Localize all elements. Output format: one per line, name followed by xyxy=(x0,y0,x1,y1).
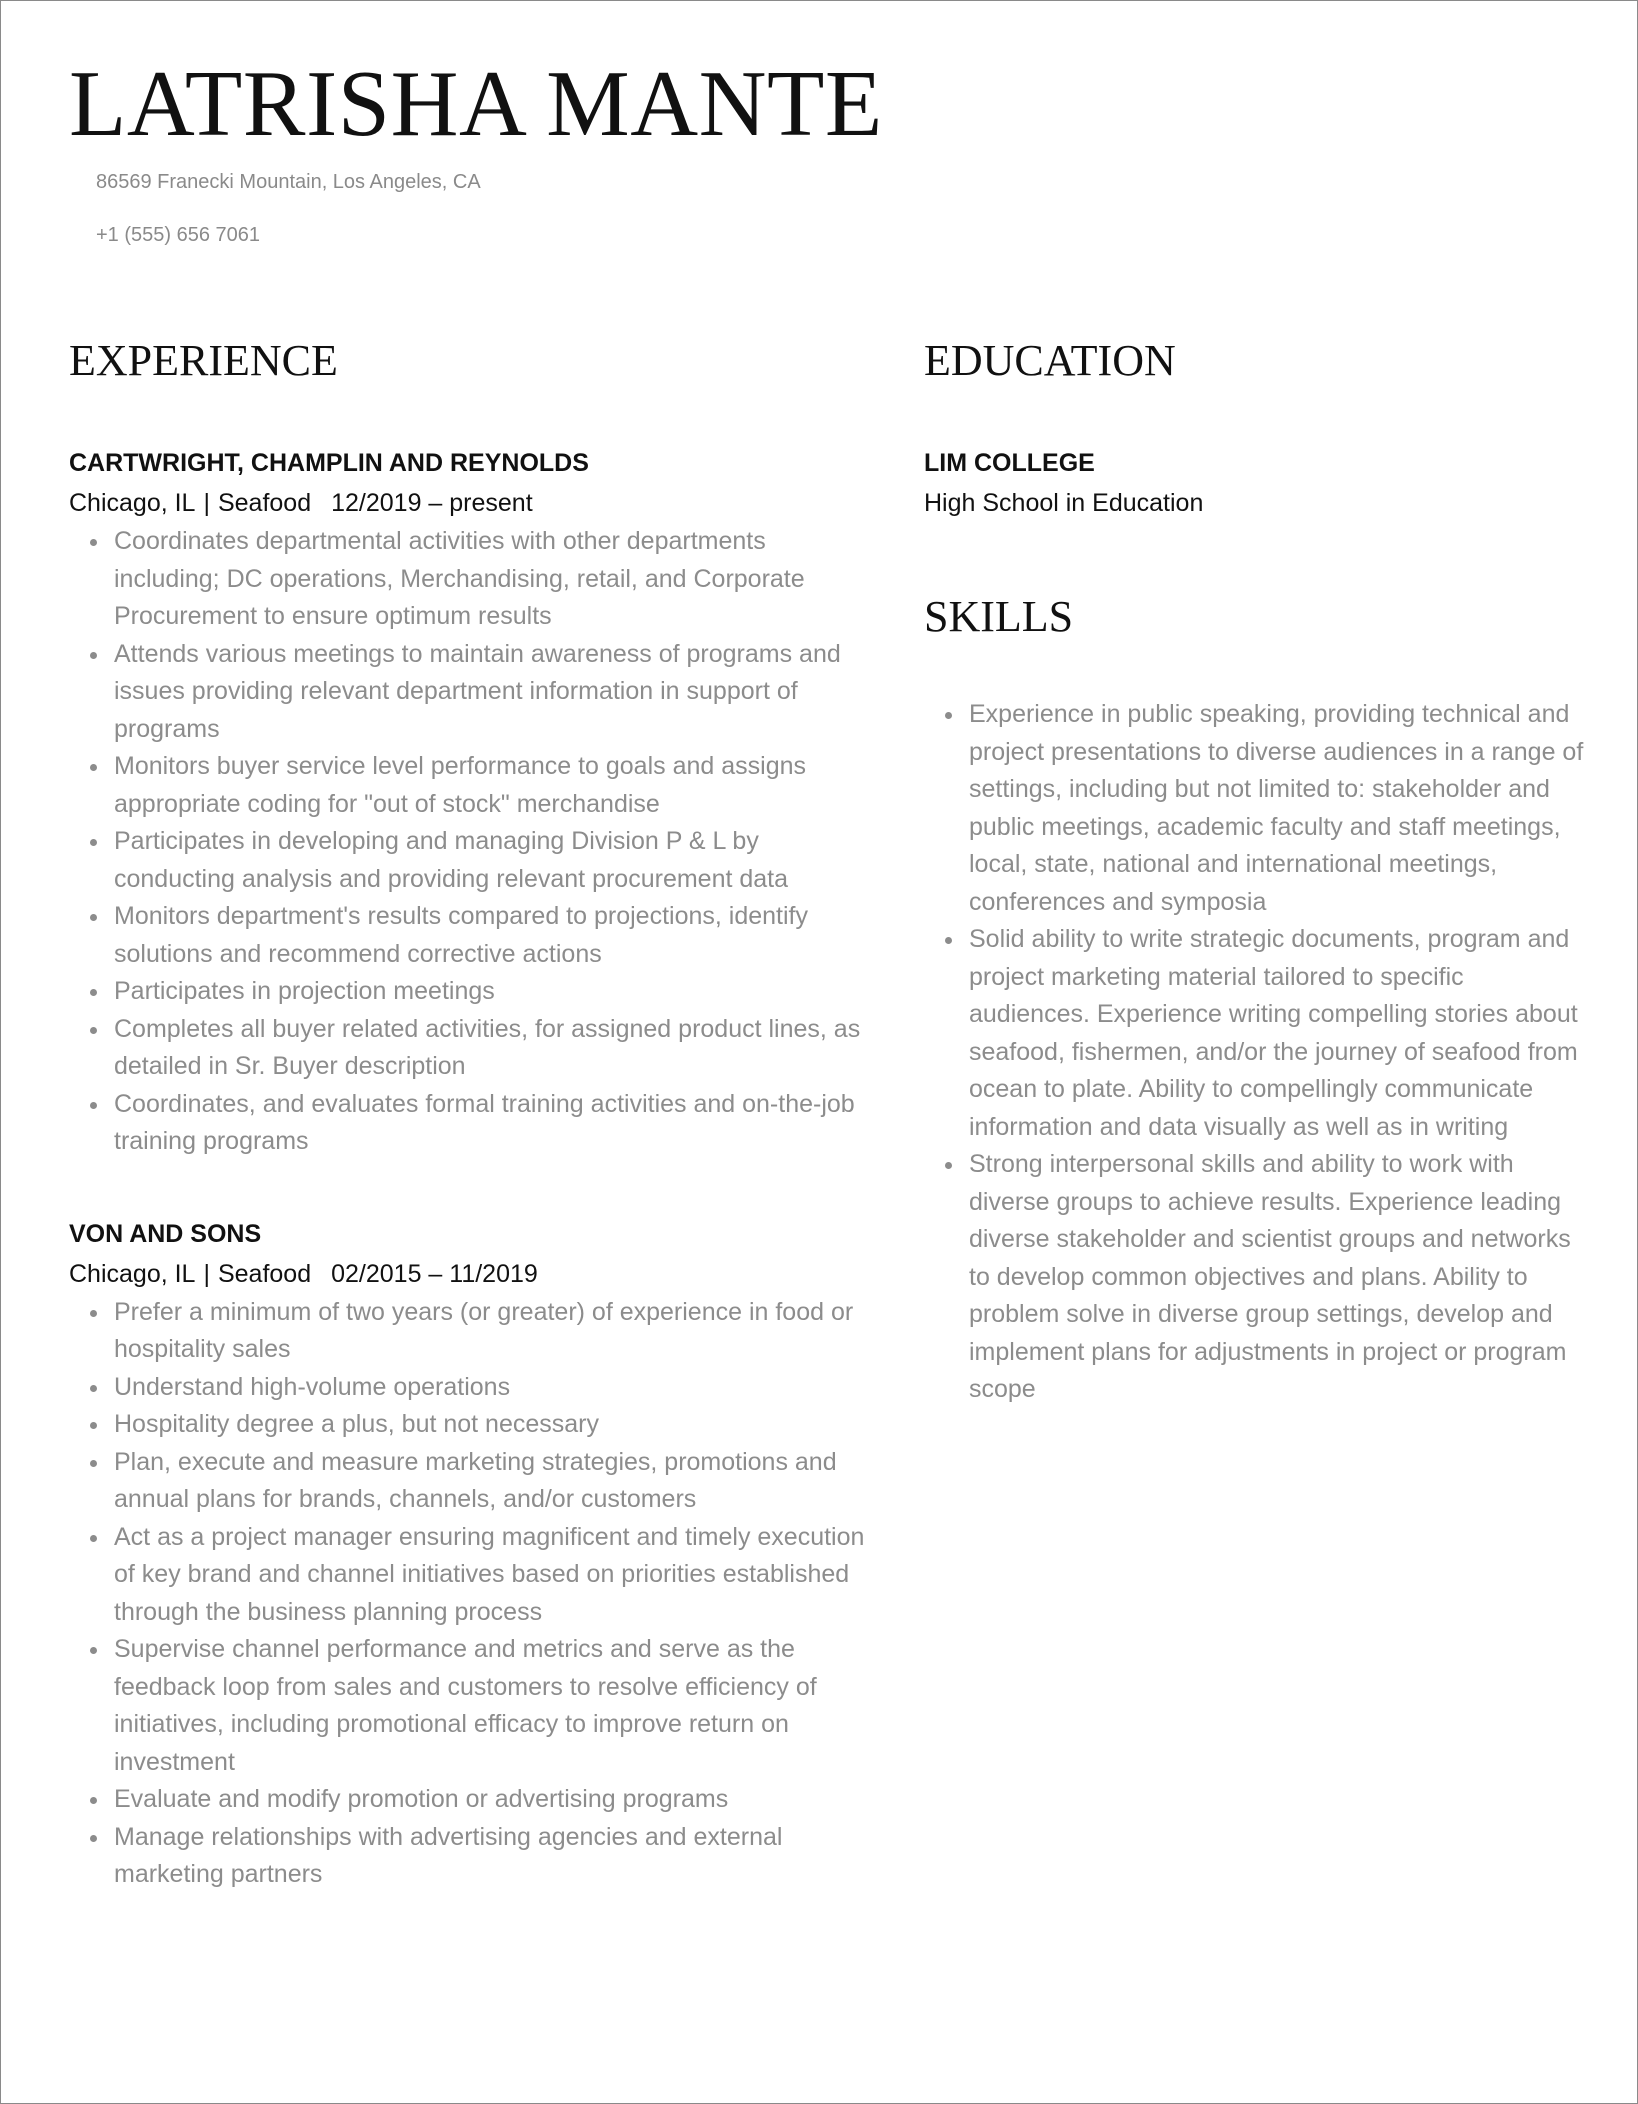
job-separator: | xyxy=(203,1259,210,1288)
job-entry xyxy=(69,443,869,1161)
contact-phone: +1 (555) 656 7061 xyxy=(96,224,261,246)
candidate-name: LATRISHA MANTE xyxy=(69,52,883,156)
job-bullet: Manage relationships with advertising agencies and external marketing partners xyxy=(114,1819,869,1894)
skill-item: Strong interpersonal skills and ability to work with diverse groups to achieve results. Experience leading diverse stakeholder and scientist groups and networks to develop common objectives and plans. Ability to problem solve in diverse group settings, develop and implement plans for adjustments in project or program scope xyxy=(969,1146,1589,1409)
job-separator: | xyxy=(203,489,210,517)
job-bullet: Participates in projection meetings xyxy=(114,973,869,1011)
job-bullet: Supervise channel performance and metrics and serve as the feedback loop from sales and customers to resolve efficiency of initiatives, including promotional efficacy to improve return on investment xyxy=(114,1631,869,1781)
job-entry xyxy=(69,1214,869,1894)
job-location: Chicago, IL xyxy=(69,489,196,517)
skills-list xyxy=(924,696,1589,1409)
job-bullet-list xyxy=(69,523,869,1161)
job-bullet: Monitors buyer service level performance to goals and assigns appropriate coding for "out of stock" merchandise xyxy=(114,748,869,823)
job-bullet: Plan, execute and measure marketing strategies, promotions and annual plans for brands, channels, and/or customers xyxy=(114,1444,869,1519)
job-dates: 02/2015 – 11/2019 xyxy=(331,1259,538,1288)
job-bullet: Attends various meetings to maintain awareness of programs and issues providing relevant department information in support of programs xyxy=(114,636,869,749)
job-meta xyxy=(69,483,869,523)
job-bullet: Monitors department's results compared to projections, identify solutions and recommend corrective actions xyxy=(114,898,869,973)
sidebar-column xyxy=(924,334,1589,1409)
job-bullet: Understand high-volume operations xyxy=(114,1369,869,1407)
job-department: Seafood xyxy=(217,489,312,517)
experience-heading: EXPERIENCE xyxy=(69,336,338,385)
job-location: Chicago, IL xyxy=(69,1259,196,1288)
education-degree: High School in Education xyxy=(924,489,1204,517)
education-section xyxy=(924,334,1589,523)
job-bullet: Prefer a minimum of two years (or greater) of experience in food or hospitality sales xyxy=(114,1294,869,1369)
job-bullet-list xyxy=(69,1294,869,1894)
job-department: Seafood xyxy=(217,1259,312,1288)
education-heading: EDUCATION xyxy=(924,336,1176,385)
contact-address: 86569 Franecki Mountain, Los Angeles, CA xyxy=(96,171,481,193)
job-company: CARTWRIGHT, CHAMPLIN AND REYNOLDS xyxy=(69,449,589,477)
job-bullet: Coordinates, and evaluates formal training activities and on-the-job training programs xyxy=(114,1086,869,1161)
skills-heading: SKILLS xyxy=(924,592,1074,641)
job-bullet: Completes all buyer related activities, for assigned product lines, as detailed in Sr. Buyer description xyxy=(114,1011,869,1086)
job-bullet: Evaluate and modify promotion or advertising programs xyxy=(114,1781,869,1819)
skill-item: Experience in public speaking, providing technical and project presentations to diverse audiences in a range of settings, including but not limited to: stakeholder and public meetings, academic faculty and staff meetings, local, state, national and international meetings, conferences and symposia xyxy=(969,696,1589,921)
job-meta xyxy=(69,1254,869,1294)
skills-section xyxy=(924,590,1589,1409)
education-school: LIM COLLEGE xyxy=(924,449,1095,477)
job-bullet: Hospitality degree a plus, but not necessary xyxy=(114,1406,869,1444)
experience-section xyxy=(69,334,869,1894)
job-bullet: Coordinates departmental activities with other departments including; DC operations, Merchandising, retail, and Corporate Procurement to ensure optimum results xyxy=(114,523,869,636)
job-bullet: Act as a project manager ensuring magnificent and timely execution of key brand and channel initiatives based on priorities established through the business planning process xyxy=(114,1519,869,1632)
job-dates: 12/2019 – present xyxy=(331,489,533,517)
job-bullet: Participates in developing and managing Division P & L by conducting analysis and providing relevant procurement data xyxy=(114,823,869,898)
skill-item: Solid ability to write strategic documents, program and project marketing material tailored to specific audiences. Experience writing compelling stories about seafood, fishermen, and/or the journey of seafood from ocean to plate. Ability to compellingly communicate information and data visually as well as in writing xyxy=(969,921,1589,1146)
job-company: VON AND SONS xyxy=(69,1219,262,1248)
